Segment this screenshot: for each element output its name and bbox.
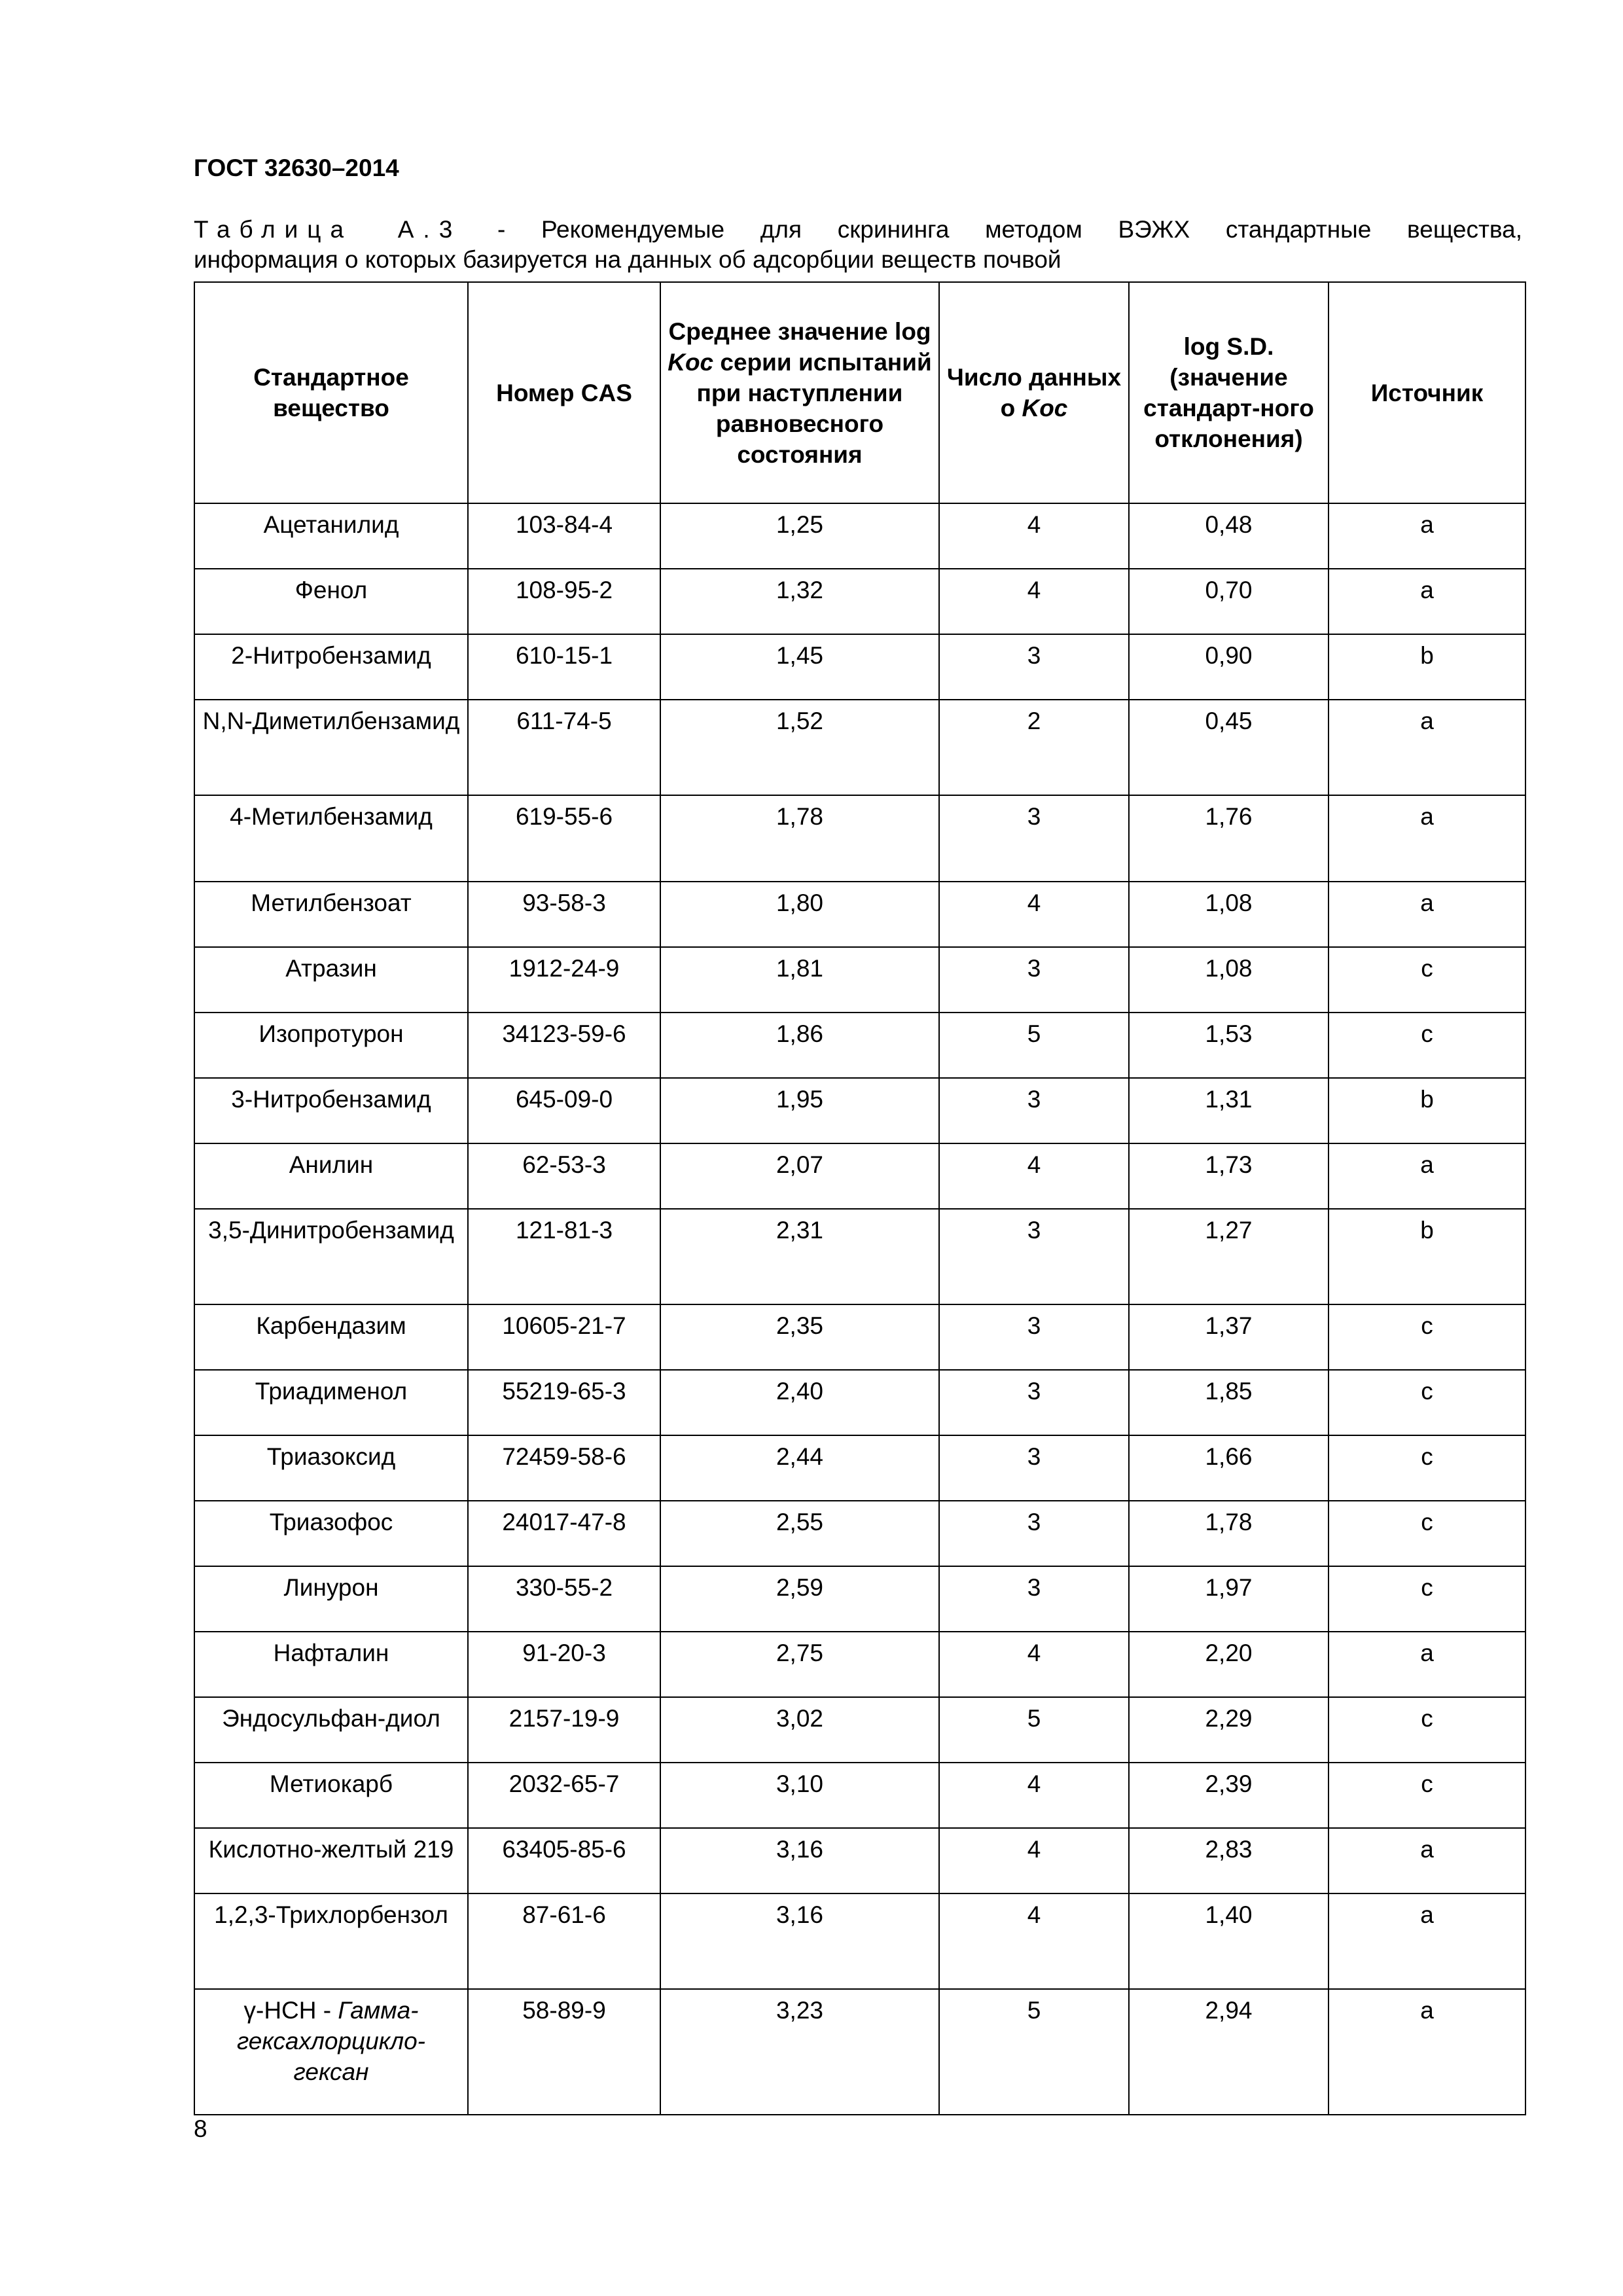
cell-data-count: 3 [939, 1304, 1129, 1370]
cell-substance: Триазофос [194, 1501, 468, 1566]
cell-log-koc: 1,32 [660, 569, 939, 634]
cell-cas: 108-95-2 [468, 569, 660, 634]
table-row [194, 634, 1525, 700]
cell-log-koc: 3,02 [660, 1697, 939, 1763]
cell-log-koc: 1,25 [660, 503, 939, 569]
cell-data-count: 3 [939, 1370, 1129, 1435]
cell-cas: 93-58-3 [468, 882, 660, 947]
cell-log-koc: 3,23 [660, 1989, 939, 2115]
cell-data-count: 5 [939, 1697, 1129, 1763]
table-row [194, 1078, 1525, 1143]
cell-log-koc: 2,44 [660, 1435, 939, 1501]
table-row [194, 1566, 1525, 1632]
header-data-count-symbol: Koc [1022, 395, 1068, 422]
cell-cas: 10605-21-7 [468, 1304, 660, 1370]
cell-cas: 610-15-1 [468, 634, 660, 700]
cell-data-count: 5 [939, 1989, 1129, 2115]
cell-substance: N,N-Диметилбензамид [194, 700, 468, 795]
cell-log-sd: 1,66 [1129, 1435, 1329, 1501]
table-row [194, 1697, 1525, 1763]
cell-log-sd: 1,31 [1129, 1078, 1329, 1143]
cell-data-count: 3 [939, 947, 1129, 1013]
cell-source: c [1329, 1013, 1525, 1078]
cell-log-koc: 1,52 [660, 700, 939, 795]
table-row [194, 1209, 1525, 1304]
table-caption [194, 215, 1522, 275]
header-source: Источник [1329, 282, 1525, 503]
cell-cas: 619-55-6 [468, 795, 660, 882]
cell-cas: 611-74-5 [468, 700, 660, 795]
header-log-koc-text: Среднее значение log [668, 317, 931, 345]
table-row [194, 1435, 1525, 1501]
cell-substance: Ацетанилид [194, 503, 468, 569]
cell-data-count: 5 [939, 1013, 1129, 1078]
cell-cas: 91-20-3 [468, 1632, 660, 1697]
cell-log-koc: 2,40 [660, 1370, 939, 1435]
table-row [194, 795, 1525, 882]
cell-substance: Метиокарб [194, 1763, 468, 1828]
header-substance: Стандартное вещество [194, 282, 468, 503]
cell-source: c [1329, 1697, 1525, 1763]
substance-prefix: γ-HCH - [243, 1997, 338, 2024]
header-log-sd: log S.D. (значение стандарт-ного отклонения) [1129, 282, 1329, 503]
cell-source: c [1329, 1566, 1525, 1632]
page-number: 8 [194, 2115, 207, 2142]
cell-substance: Триазоксид [194, 1435, 468, 1501]
table-row [194, 503, 1525, 569]
document-header: ГОСТ 32630–2014 [194, 154, 399, 181]
cell-cas: 34123-59-6 [468, 1013, 660, 1078]
cell-source: c [1329, 1763, 1525, 1828]
cell-cas: 24017-47-8 [468, 1501, 660, 1566]
cell-substance: 2-Нитробензамид [194, 634, 468, 700]
cell-cas: 103-84-4 [468, 503, 660, 569]
cell-log-koc: 1,81 [660, 947, 939, 1013]
cell-log-sd: 1,53 [1129, 1013, 1329, 1078]
cell-source: a [1329, 700, 1525, 795]
cell-data-count: 4 [939, 1632, 1129, 1697]
cell-log-koc: 2,07 [660, 1143, 939, 1209]
cell-source: b [1329, 634, 1525, 700]
cell-cas: 121-81-3 [468, 1209, 660, 1304]
cell-log-koc: 3,16 [660, 1893, 939, 1989]
cell-source: a [1329, 503, 1525, 569]
cell-substance: Карбендазим [194, 1304, 468, 1370]
cell-cas: 55219-65-3 [468, 1370, 660, 1435]
cell-data-count: 4 [939, 1828, 1129, 1893]
table-row [194, 1632, 1525, 1697]
cell-log-sd: 0,90 [1129, 634, 1329, 700]
caption-text-1: - Рекомендуемые для скрининга методом ВЭЖХ стандартные вещества, [497, 216, 1522, 243]
cell-cas: 63405-85-6 [468, 1828, 660, 1893]
cell-cas: 72459-58-6 [468, 1435, 660, 1501]
cell-substance [194, 1989, 468, 2115]
cell-substance: Триадименол [194, 1370, 468, 1435]
cell-data-count: 3 [939, 1435, 1129, 1501]
cell-log-sd: 1,40 [1129, 1893, 1329, 1989]
table-header-row [194, 282, 1525, 503]
header-data-count-text: Число данных о [946, 364, 1122, 422]
cell-data-count: 3 [939, 1078, 1129, 1143]
cell-cas: 2032-65-7 [468, 1763, 660, 1828]
cell-cas: 2157-19-9 [468, 1697, 660, 1763]
table-row [194, 1304, 1525, 1370]
cell-log-sd: 1,08 [1129, 882, 1329, 947]
cell-log-sd: 1,78 [1129, 1501, 1329, 1566]
cell-log-sd: 1,76 [1129, 795, 1329, 882]
cell-log-sd: 0,70 [1129, 569, 1329, 634]
cell-source: a [1329, 1632, 1525, 1697]
cell-source: a [1329, 882, 1525, 947]
cell-substance: Нафталин [194, 1632, 468, 1697]
cell-source: a [1329, 1893, 1525, 1989]
cell-substance: 4-Метилбензамид [194, 795, 468, 882]
header-log-koc [660, 282, 939, 503]
cell-data-count: 4 [939, 882, 1129, 947]
cell-data-count: 4 [939, 569, 1129, 634]
cell-substance: Изопротурон [194, 1013, 468, 1078]
cell-log-koc: 1,80 [660, 882, 939, 947]
cell-log-sd: 1,73 [1129, 1143, 1329, 1209]
cell-log-koc: 1,45 [660, 634, 939, 700]
cell-log-sd: 2,20 [1129, 1632, 1329, 1697]
table-row [194, 700, 1525, 795]
cell-log-sd: 1,37 [1129, 1304, 1329, 1370]
cell-source: c [1329, 1501, 1525, 1566]
cell-source: b [1329, 1209, 1525, 1304]
header-log-koc-text-2: серии испытаний при наступлении равновесного состояния [696, 348, 932, 468]
cell-source: a [1329, 1143, 1525, 1209]
cell-log-sd: 0,48 [1129, 503, 1329, 569]
caption-line-2: информация о которых базируется на данных об адсорбции веществ почвой [194, 246, 1061, 273]
cell-source: a [1329, 795, 1525, 882]
cell-substance: Атразин [194, 947, 468, 1013]
cell-source: a [1329, 1828, 1525, 1893]
cell-log-sd: 1,97 [1129, 1566, 1329, 1632]
cell-substance: Эндосульфан-диол [194, 1697, 468, 1763]
cell-source: c [1329, 1370, 1525, 1435]
table-body [194, 503, 1525, 2115]
cell-log-koc: 2,35 [660, 1304, 939, 1370]
cell-substance: Кислотно-желтый 219 [194, 1828, 468, 1893]
cell-data-count: 4 [939, 1893, 1129, 1989]
cell-cas: 330-55-2 [468, 1566, 660, 1632]
cell-data-count: 3 [939, 1501, 1129, 1566]
cell-log-koc: 2,59 [660, 1566, 939, 1632]
cell-log-koc: 2,75 [660, 1632, 939, 1697]
cell-log-koc: 1,95 [660, 1078, 939, 1143]
cell-log-koc: 1,78 [660, 795, 939, 882]
table-row [194, 947, 1525, 1013]
table-row [194, 1989, 1525, 2115]
cell-log-koc: 2,55 [660, 1501, 939, 1566]
cell-substance: Анилин [194, 1143, 468, 1209]
cell-data-count: 3 [939, 795, 1129, 882]
cell-log-sd: 1,85 [1129, 1370, 1329, 1435]
cell-substance: Фенол [194, 569, 468, 634]
cell-substance: Метилбензоат [194, 882, 468, 947]
cell-source: b [1329, 1078, 1525, 1143]
cell-log-sd: 2,29 [1129, 1697, 1329, 1763]
cell-log-sd: 2,83 [1129, 1828, 1329, 1893]
cell-log-koc: 1,86 [660, 1013, 939, 1078]
cell-log-koc: 3,10 [660, 1763, 939, 1828]
table-row [194, 1828, 1525, 1893]
caption-line-1 [194, 215, 1522, 245]
table-row [194, 1370, 1525, 1435]
cell-data-count: 3 [939, 634, 1129, 700]
cell-cas: 1912-24-9 [468, 947, 660, 1013]
cell-data-count: 3 [939, 1209, 1129, 1304]
substance-name-italic: Гамма-гексахлорцикло-гексан [236, 1997, 426, 2085]
table-row [194, 1893, 1525, 1989]
table-row [194, 1143, 1525, 1209]
cell-log-koc: 3,16 [660, 1828, 939, 1893]
header-cas: Номер CAS [468, 282, 660, 503]
cell-source: a [1329, 569, 1525, 634]
cell-data-count: 4 [939, 503, 1129, 569]
cell-source: c [1329, 1435, 1525, 1501]
cell-data-count: 4 [939, 1763, 1129, 1828]
table-row [194, 569, 1525, 634]
cell-log-sd: 2,94 [1129, 1989, 1329, 2115]
cell-substance: 1,2,3-Трихлорбензол [194, 1893, 468, 1989]
table-row [194, 882, 1525, 947]
cell-log-sd: 1,27 [1129, 1209, 1329, 1304]
cell-cas: 58-89-9 [468, 1989, 660, 2115]
cell-log-koc: 2,31 [660, 1209, 939, 1304]
cell-substance: 3-Нитробензамид [194, 1078, 468, 1143]
caption-label: Таблица А.3 [194, 216, 462, 243]
standards-table [194, 281, 1526, 2115]
cell-cas: 87-61-6 [468, 1893, 660, 1989]
table-row [194, 1013, 1525, 1078]
header-log-koc-symbol: Koc [668, 348, 714, 376]
header-data-count [939, 282, 1129, 503]
cell-source: c [1329, 947, 1525, 1013]
cell-cas: 62-53-3 [468, 1143, 660, 1209]
cell-source: c [1329, 1304, 1525, 1370]
cell-data-count: 3 [939, 1566, 1129, 1632]
table-row [194, 1501, 1525, 1566]
table-row [194, 1763, 1525, 1828]
cell-log-sd: 1,08 [1129, 947, 1329, 1013]
cell-data-count: 2 [939, 700, 1129, 795]
cell-substance: Линурон [194, 1566, 468, 1632]
cell-log-sd: 0,45 [1129, 700, 1329, 795]
cell-substance: 3,5-Динитробензамид [194, 1209, 468, 1304]
cell-source: a [1329, 1989, 1525, 2115]
cell-cas: 645-09-0 [468, 1078, 660, 1143]
cell-log-sd: 2,39 [1129, 1763, 1329, 1828]
cell-data-count: 4 [939, 1143, 1129, 1209]
